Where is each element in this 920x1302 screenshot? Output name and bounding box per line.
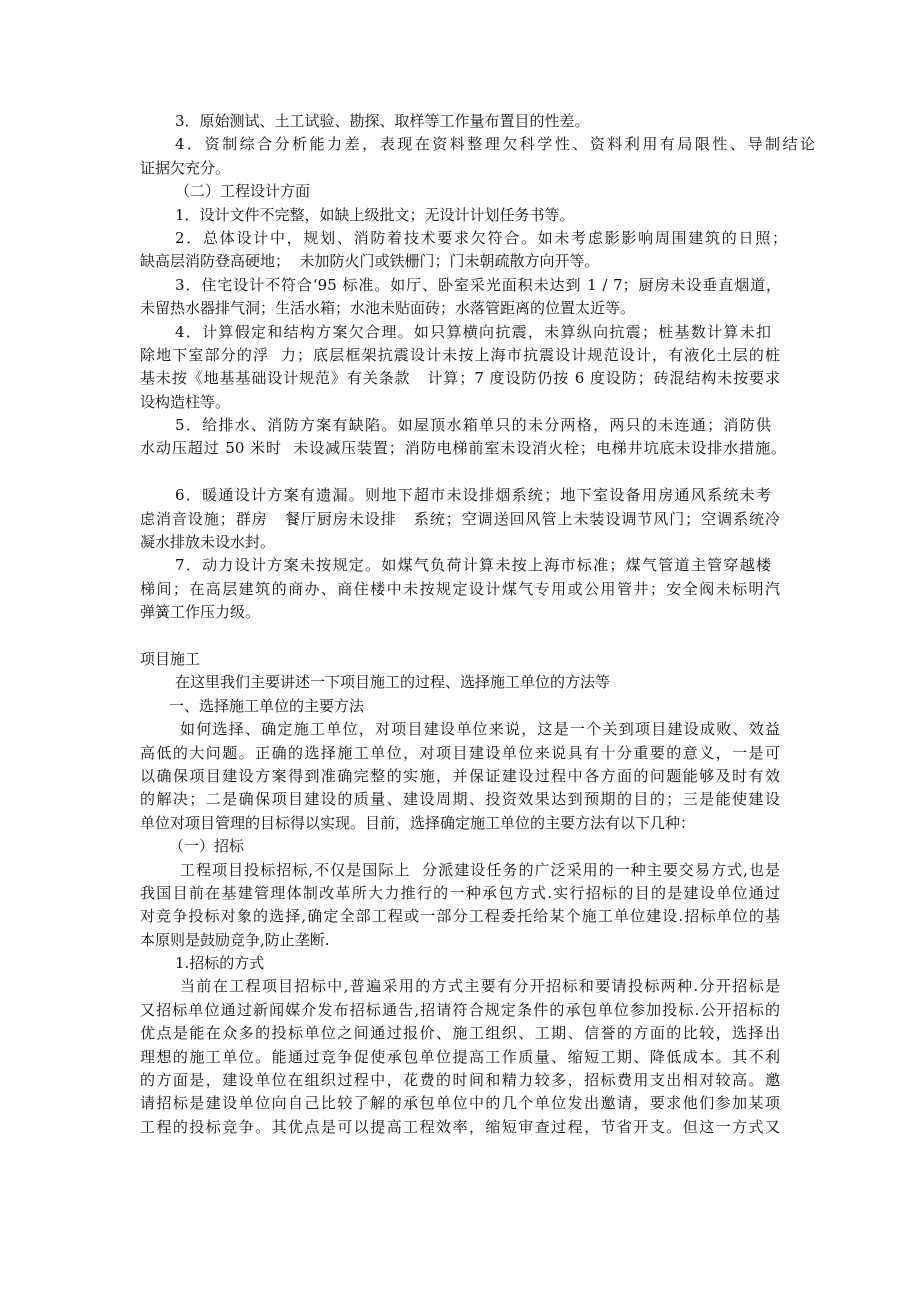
text-line: 如何选择、确定施工单位，对项目建设单位来说，这是一个关到项目建设成败、效益 xyxy=(180,720,780,739)
text-line: 理想的施工单位。能通过竞争促使承包单位提高工作质量、缩短工期、降低成本。其不利 xyxy=(140,1047,780,1066)
document-body xyxy=(0,110,920,1139)
text-line: 对竞争投标对象的选择,确定全部工程或一部分工程委托给某个施工单位建设.招标单位的基 xyxy=(140,907,780,926)
text-line: 7．动力设计方案未按规定。如煤气负荷计算未按上海市标准；煤气管道主管穿越楼 xyxy=(175,556,771,575)
text-line: 凝水排放未设水封。 xyxy=(140,533,276,552)
text-line: 未留热水器排气洞；生活水箱；水池未贴面砖；水落管距离的位置太近等。 xyxy=(140,299,636,318)
section-heading: （一）招标 xyxy=(169,837,245,856)
section-title: 项目施工 xyxy=(140,649,201,668)
text-line: 的方面是，建设单位在组织过程中，花费的时间和精力较多，招标费用支出相对较高。邀 xyxy=(140,1071,780,1090)
text-line: 5．给排水、消防方案有缺陷。如屋顶水箱单只的未分两格，两只的未连通；消防供 xyxy=(175,416,771,435)
text-line: 证据欠充分。 xyxy=(140,158,231,177)
text-line: 缺高层消防登高硬地； 未加防火门或铁栅门；门未朝疏散方向开等。 xyxy=(140,252,600,271)
section-heading: （二）工程设计方面 xyxy=(175,182,311,201)
text-line: 虑消音设施；群房 餐厅厨房未设排 系统；空调送回风管上未装设调节风门；空调系统冷 xyxy=(140,509,780,528)
text-line: 本原则是鼓励竞争,防止垄断. xyxy=(140,930,330,949)
text-line: 请招标是建设单位向自己比较了解的承包单位中的几个单位发出邀请，要求他们参加某项 xyxy=(140,1094,780,1113)
text-line: 单位对项目管理的目标得以实现。目前，选择确定施工单位的主要方法有以下几种： xyxy=(140,813,696,832)
text-line: 当前在工程项目招标中,普遍采用的方式主要有分开招标和要请投标两种.分开招标是 xyxy=(180,977,780,996)
text-line: 的解决；二是确保项目建设的质量、建设周期、投资效果达到预期的目的；三是能使建设 xyxy=(140,790,780,809)
section-heading: 1.招标的方式 xyxy=(175,954,265,973)
text-line: 工程项目投标招标,不仅是国际上 分派建设任务的广泛采用的一种主要交易方式,也是 xyxy=(180,860,780,879)
text-line: 3．原始测试、土工试验、勘探、取样等工作量布置目的性差。 xyxy=(175,112,590,130)
text-line: 梯间；在高层建筑的商办、商住楼中未按规定设计煤气专用或公用管井；安全阀未标明汽 xyxy=(140,579,780,598)
section-heading: 一、选择施工单位的主要方法 xyxy=(169,696,365,715)
text-line: 弹簧工作压力级。 xyxy=(140,603,261,622)
text-line: 3．住宅设计不符合‘95 标准。如厅、卧室采光面积未达到 1 / 7；厨房未设垂直烟道， xyxy=(175,275,781,294)
text-line: 设构造柱等。 xyxy=(140,392,231,411)
text-line: 在这里我们主要讲述一下项目施工的过程、选择施工单位的方法等 xyxy=(175,673,611,692)
text-line: 又招标单位通过新闻媒介发布招标通告,招请符合规定条件的承包单位参加投标.公开招标的 xyxy=(140,1000,780,1019)
text-line: 除地下室部分的浮 力；底层框架抗震设计未按上海市抗震设计规范设计，有液化土层的桩 xyxy=(140,345,780,364)
text-line: 优点是能在众多的投标单位之间通过报价、施工组织、工期、信誉的方面的比较，选择出 xyxy=(140,1024,780,1043)
text-line: 我国目前在基建管理体制改革所大力推行的一种承包方式.实行招标的目的是建设单位通过 xyxy=(140,883,780,902)
text-line: 6．暖通设计方案有遗漏。则地下超市未设排烟系统；地下室设备用房通风系统未考 xyxy=(175,486,771,505)
paragraph-gap xyxy=(0,625,920,648)
text-line: 高低的大问题。正确的选择施工单位，对项目建设单位来说具有十分重要的意义，一是可 xyxy=(140,743,780,762)
text-line: 水动压超过 50 米时 未设减压装置；消防电梯前室未设消火栓；电梯井坑底未设排水措施。 xyxy=(140,439,786,458)
text-line: 2．总体设计中，规划、消防着技术要求欠符合。如未考虑影影响周围建筑的日照； xyxy=(175,228,787,247)
text-line: 4．资制综合分析能力差，表现在资料整理欠科学性、资料利用有局限性、导制结论 xyxy=(175,135,815,154)
text-line: 工程的投标竞争。其优点是可以提高工程效率，缩短审查过程，节省开支。但这一方式又 xyxy=(140,1117,780,1136)
text-line: 1．设计文件不完整，如缺上级批文；无设计计划任务书等。 xyxy=(175,205,575,224)
text-line: 以确保项目建设方案得到准确完整的实施，并保证建设过程中各方面的问题能够及时有效 xyxy=(140,766,780,785)
text-line: 4．计算假定和结构方案欠合理。如只算横向抗震，未算纵向抗震；桩基数计算未扣 xyxy=(175,322,771,341)
paragraph-gap xyxy=(0,461,920,484)
text-line: 基未按《地基基础设计规范》有关条款 计算；7 度设防仍按 6 度设防；砖混结构未按要求 xyxy=(140,369,780,388)
